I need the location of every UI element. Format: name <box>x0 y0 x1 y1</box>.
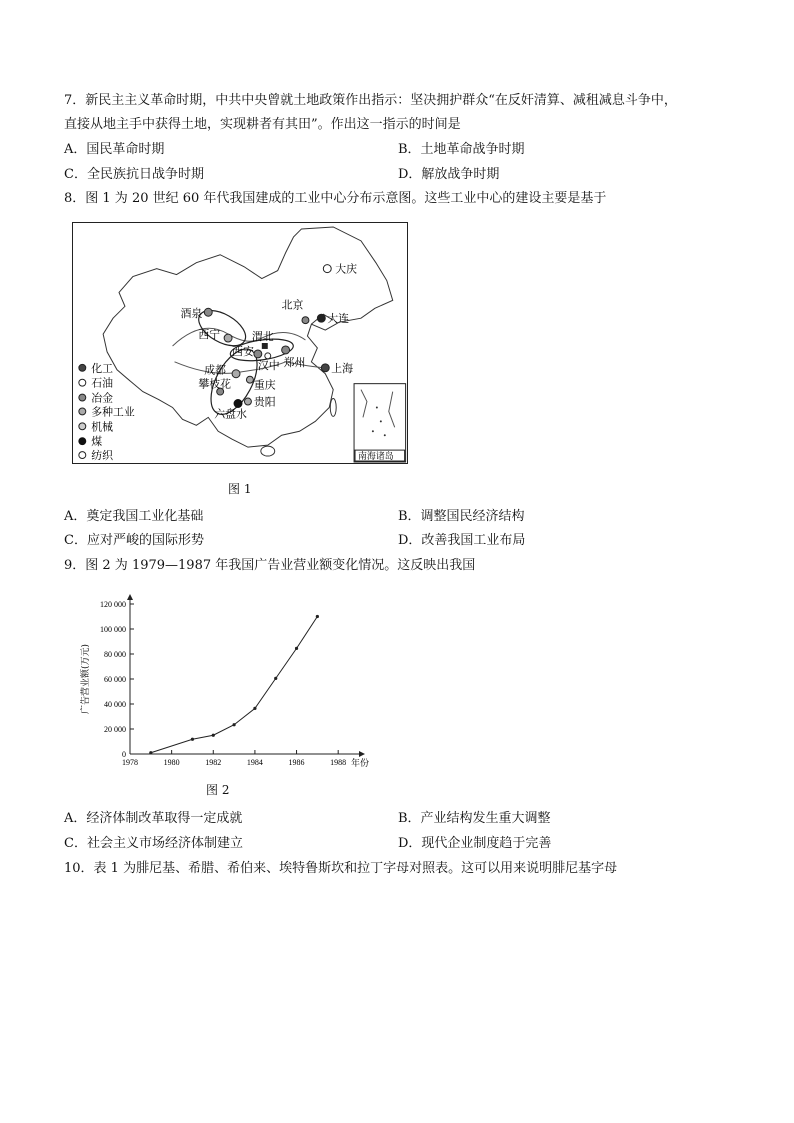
city-xian-label: 西安 <box>232 344 254 358</box>
q7-option-b: B．土地革命战争时期 <box>398 142 525 157</box>
data-point <box>212 734 215 737</box>
x-tick-label: 1978 <box>122 758 138 767</box>
q7-option-a: A．国民革命时期 <box>64 142 165 157</box>
q8-option-d: D．改善我国工业布局 <box>398 533 526 548</box>
legend-chemical-label: 化工 <box>91 361 114 375</box>
city-xian-marker <box>254 350 262 358</box>
figure-2-caption: 图 2 <box>206 783 230 797</box>
x-tick-label: 1986 <box>288 758 305 767</box>
q7-option-d: D．解放战争时期 <box>398 167 500 182</box>
legend-oil-label: 石油 <box>91 376 114 390</box>
q8-stem: 8．图 1 为 20 世纪 60 年代我国建成的工业中心分布示意图。这些工业中心的建设主要是基于 <box>64 191 607 206</box>
city-chengdu-label: 成都 <box>204 363 227 377</box>
data-point <box>191 738 194 741</box>
city-beijing-marker <box>302 317 309 324</box>
data-point <box>295 647 298 650</box>
x-tick-label: 1982 <box>205 758 222 767</box>
city-chongqing-marker <box>246 376 253 383</box>
industrial-center-map <box>72 222 408 464</box>
legend-machinery-icon <box>79 423 86 430</box>
city-daqing-marker <box>323 265 331 273</box>
x-tick-label: 1984 <box>246 758 263 767</box>
city-beijing-label: 北京 <box>281 298 304 312</box>
legend-textile-label: 纺织 <box>91 449 114 463</box>
q7-stem-line1: 7．新民主主义革命时期，中共中央曾就土地政策作出指示：坚决拥护群众“在反奸清算、减租减息斗争中， <box>64 93 677 108</box>
y-tick-label: 20 000 <box>104 725 126 734</box>
q8-option-b: B．调整国民经济结构 <box>398 509 525 524</box>
legend-multi-industry-label: 多种工业 <box>91 405 135 419</box>
legend-multi-industry-icon <box>79 408 86 415</box>
legend-chemical-icon <box>79 364 86 371</box>
y-axis-title: 广告营业额(万元) <box>81 643 91 715</box>
legend-textile-icon <box>79 452 86 459</box>
city-guiyang-marker <box>244 398 251 405</box>
q8-option-a: A．奠定我国工业化基础 <box>64 509 204 524</box>
q9-stem: 9．图 2 为 1979—1987 年我国广告业营业额变化情况。这反映出我国 <box>64 558 476 573</box>
y-tick-label: 60 000 <box>104 675 126 684</box>
data-point <box>149 751 152 754</box>
q7-stem-line2: 直接从地主手中获得土地，实现耕者有其田”。作出这一指示的时间是 <box>64 117 461 132</box>
city-liupanshui-marker <box>234 400 242 408</box>
legend-metallurgy-icon <box>79 394 86 401</box>
x-tick-label: 1980 <box>163 758 180 767</box>
x-tick-label: 1988 <box>330 758 347 767</box>
city-xining-label: 西宁 <box>198 328 221 342</box>
taiwan-island <box>330 399 336 417</box>
data-point <box>316 615 319 618</box>
advertising-revenue-chart <box>74 590 374 780</box>
legend-coal-icon <box>79 438 86 445</box>
yellow-river <box>173 328 306 346</box>
y-tick-label: 40 000 <box>104 700 126 709</box>
south-china-sea-inset <box>354 384 406 462</box>
q9-option-a: A．经济体制改革取得一定成就 <box>64 811 243 826</box>
city-guiyang-label: 贵阳 <box>253 395 276 409</box>
x-axis-title: 年份 <box>351 759 370 769</box>
q9-option-b: B．产业结构发生重大调整 <box>398 811 551 826</box>
y-tick-label: 80 000 <box>104 650 126 659</box>
city-dalian-label: 大连 <box>327 312 350 326</box>
city-zhengzhou-marker <box>282 346 290 354</box>
q7-option-c: C．全民族抗日战争时期 <box>64 167 204 182</box>
data-point <box>253 707 256 710</box>
y-tick-label: 100 000 <box>100 625 126 634</box>
q9-option-d: D．现代企业制度趋于完善 <box>398 836 552 851</box>
city-jiuquan-marker <box>204 308 212 316</box>
y-tick-label: 0 <box>122 750 126 759</box>
city-liupanshui-label: 六盘水 <box>214 407 247 421</box>
data-point <box>274 677 277 680</box>
q8-option-c: C．应对严峻的国际形势 <box>64 533 204 548</box>
y-tick-label: 120 000 <box>100 600 126 609</box>
data-point <box>232 723 235 726</box>
q10-stem: 10．表 1 为腓尼基、希腊、希伯来、埃特鲁斯坎和拉丁字母对照表。这可以用来说明腓尼基字母 <box>64 861 618 876</box>
inset-label: 南海诸岛 <box>358 452 394 463</box>
city-hanzhong-label: 汉中 <box>257 358 280 372</box>
city-xining-marker <box>224 334 232 342</box>
q9-option-c: C．社会主义市场经济体制建立 <box>64 836 243 851</box>
hainan-island <box>261 446 275 456</box>
x-axis-arrow-icon <box>359 751 365 757</box>
legend-coal-label: 煤 <box>91 435 103 449</box>
city-dalian-marker <box>317 314 325 322</box>
y-axis-arrow-icon <box>127 594 133 600</box>
legend-oil-icon <box>79 379 86 386</box>
legend-metallurgy-label: 冶金 <box>91 391 114 405</box>
city-shanghai-label: 上海 <box>331 361 354 375</box>
figure-1-caption: 图 1 <box>228 482 252 496</box>
city-chengdu-marker <box>232 370 240 378</box>
china-outline <box>103 227 393 447</box>
city-chongqing-label: 重庆 <box>253 378 276 392</box>
series-line <box>151 617 318 753</box>
city-weibei-marker <box>262 343 268 349</box>
map-legend <box>79 361 135 462</box>
city-daqing-label: 大庆 <box>335 262 358 276</box>
city-panzhihua-label: 攀枝花 <box>198 377 232 391</box>
city-jiuquan-label: 酒泉 <box>180 307 203 321</box>
city-zhengzhou-label: 郑州 <box>283 355 306 369</box>
legend-machinery-label: 机械 <box>91 420 114 434</box>
city-shanghai-marker <box>321 364 329 372</box>
city-weibei-label: 渭北 <box>251 330 274 344</box>
